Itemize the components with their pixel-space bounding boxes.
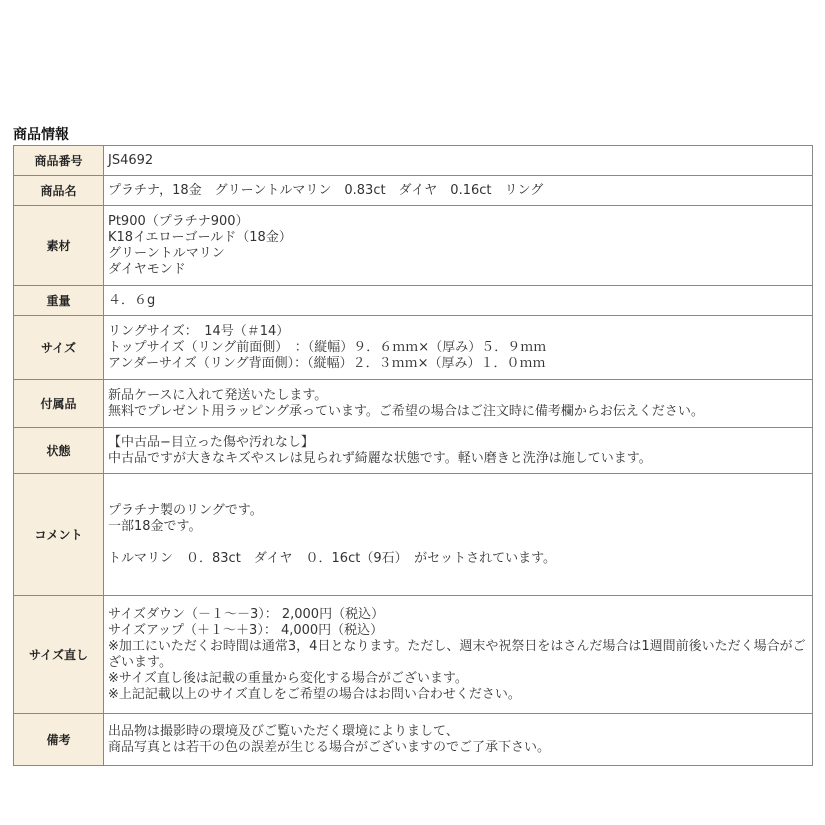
comment-spacer	[108, 535, 808, 551]
size-line: トップサイズ（リング前面側） ：（縦幅）９．６ｍｍ×（厚み）５．９ｍｍ	[108, 339, 547, 355]
row-comment	[14, 474, 813, 596]
label-product-name: 商品名	[14, 176, 104, 206]
row-product-name	[14, 176, 813, 206]
comment-line: 一部18金です。	[108, 518, 202, 534]
accessories-line: 新品ケースに入れて発送いたします。	[108, 387, 328, 403]
accessories-line: 無料でプレゼント用ラッピング承っています。ご希望の場合はご注文時に備考欄からお伝えください。	[108, 403, 704, 419]
resize-line: サイズダウン（－１～－3）： 2,000円（税込）	[108, 606, 385, 622]
resize-line: ※加工にいただくお時間は通常3，4日となります。ただし、週末や祝祭日をはさんだ場合は1週間前後いただく場合がございます。	[108, 638, 806, 670]
notes-line: 出品物は撮影時の環境及びご覧いただく環境によりまして、	[108, 723, 459, 739]
size-line: リングサイズ： 14号（＃14）	[108, 323, 290, 339]
label-notes: 備考	[14, 714, 104, 766]
condition-line: 【中古品−目立った傷や汚れなし】	[108, 434, 314, 450]
row-notes	[14, 714, 813, 766]
value-accessories	[104, 380, 813, 428]
row-weight	[14, 286, 813, 316]
resize-line: ※上記記載以上のサイズ直しをご希望の場合はお問い合わせください。	[108, 686, 521, 702]
notes-line: 商品写真とは若干の色の誤差が生じる場合がございますのでご了承下さい。	[108, 739, 551, 755]
weight-text: ４．６g	[108, 292, 156, 308]
comment-line: プラチナ製のリングです。	[108, 502, 263, 518]
value-comment	[104, 474, 813, 596]
row-condition	[14, 428, 813, 474]
product-name-text: プラチナ，18金 グリーントルマリン 0.83ct ダイヤ 0.16ct リング	[108, 182, 544, 198]
comment-line: トルマリン ０．83ct ダイヤ ０．16ct（9石） がセットされています。	[108, 550, 557, 566]
resize-line: ※サイズ直し後は記載の重量から変化する場合がございます。	[108, 670, 468, 686]
label-condition: 状態	[14, 428, 104, 474]
row-accessories	[14, 380, 813, 428]
material-line: グリーントルマリン	[108, 245, 225, 261]
material-line: ダイヤモンド	[108, 261, 186, 277]
value-material	[104, 206, 813, 286]
label-product-number: 商品番号	[14, 146, 104, 176]
product-info-table	[13, 145, 813, 766]
value-size	[104, 316, 813, 380]
value-resize	[104, 596, 813, 714]
row-material	[14, 206, 813, 286]
material-line: Pt900（プラチナ900）	[108, 213, 249, 229]
label-weight: 重量	[14, 286, 104, 316]
value-notes	[104, 714, 813, 766]
label-size: サイズ	[14, 316, 104, 380]
material-line: K18イエローゴールド（18金）	[108, 229, 292, 245]
value-condition	[104, 428, 813, 474]
label-accessories: 付属品	[14, 380, 104, 428]
row-resize	[14, 596, 813, 714]
label-material: 素材	[14, 206, 104, 286]
row-size	[14, 316, 813, 380]
product-number-text: JS4692	[108, 152, 154, 168]
resize-line: サイズアップ（＋１～＋3）： 4,000円（税込）	[108, 622, 384, 638]
value-product-number	[104, 146, 813, 176]
size-line: アンダーサイズ（リング背面側）：（縦幅）２．３ｍｍ×（厚み）１．０ｍｍ	[108, 355, 546, 371]
label-comment: コメント	[14, 474, 104, 596]
label-resize: サイズ直し	[14, 596, 104, 714]
row-product-number	[14, 146, 813, 176]
value-weight	[104, 286, 813, 316]
value-product-name	[104, 176, 813, 206]
condition-line: 中古品ですが大きなキズやスレは見られず綺麗な状態です。軽い磨きと洗浄は施しています。	[108, 450, 652, 466]
section-title: 商品情報	[13, 127, 69, 143]
